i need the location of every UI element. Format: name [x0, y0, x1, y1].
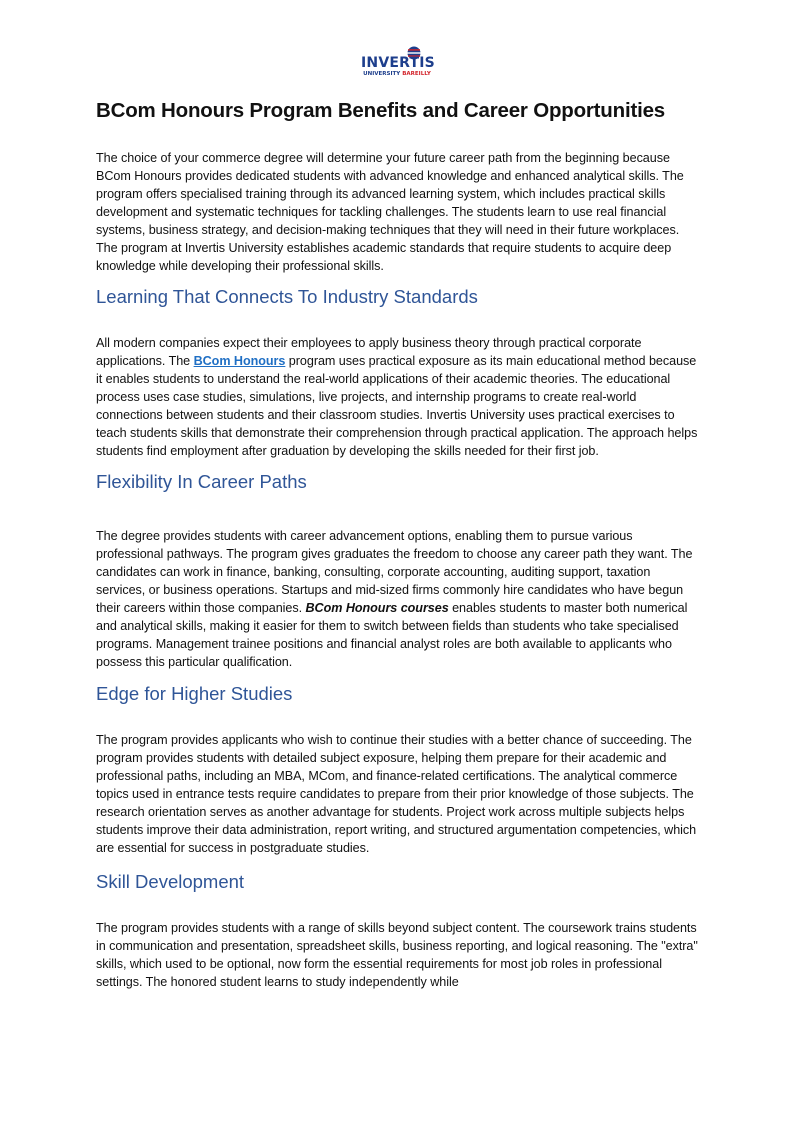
logo-wordmark: INVERTIS: [361, 55, 435, 71]
section-paragraph-skill-development: The program provides students with a range of skills beyond subject content. The coursework trains students in communication and presentation, spreadsheet skills, business reporting, and logical reasoning. The "extra" skills, which used to be optional, now form the essential requirements for most job roles in professional settings. The honored student learns to study independently while: [96, 921, 698, 989]
section-paragraph-flexibility: [96, 527, 700, 671]
logo-subtitle: [357, 71, 437, 78]
section-paragraph-higher-studies: The program provides applicants who wish to continue their studies with a better chance of succeeding. The program provides students with detailed subject exposure, helping them prepare for their academic and professional paths, including an MBA, MCom, and finance-related certifications. The analytical commerce topics used in entrance tests require candidates to prepare from their prior knowledge of those subjects. The research orientation serves as another advantage for students. Project work across multiple subjects helps students improve their data administration, report writing, and structured argumentation competencies, which are essential for success in postgraduate studies.: [96, 733, 697, 855]
section-heading-higher-studies: Edge for Higher Studies: [96, 683, 293, 704]
paragraph-text: The degree provides students with career advancement options, enabling them to pursue various professional pathways. The program gives graduates the freedom to choose any career path they want. The candidates can work in finance, banking, consulting, corporate accounting, auditing support, taxation services, or business operations. Startups and mid-sized firms commonly hire candidates who have begun their careers within those companies.: [96, 529, 693, 615]
section-heading-industry: Learning That Connects To Industry Standards: [96, 286, 478, 307]
document-body: [96, 96, 700, 991]
bcom-honours-link[interactable]: BCom Honours: [193, 354, 286, 368]
section-heading-flexibility: Flexibility In Career Paths: [96, 471, 307, 492]
paragraph-text: program uses practical exposure as its main educational method because it enables students to understand the real-world applications of their academic theories. The educational process uses case studies, simulations, live projects, and internship programs to create real-world connections between students and their classroom studies. Invertis University uses practical exercises to teach students skills that demonstrate their comprehension through practical application. The approach helps students find employment after graduation by developing the skills needed for their first job.: [96, 354, 698, 458]
bcom-honours-courses-emphasis: BCom Honours courses: [305, 601, 449, 615]
paragraph-text: enables students to master both numerical and analytical skills, making it easier for them to switch between fields than students who take specialised programs. Management trainee positions and financial analyst roles are both available to applicants who possess this particular qualification.: [96, 601, 688, 669]
page-title: BCom Honours Program Benefits and Career Opportunities: [96, 99, 665, 122]
section-paragraph-industry: [96, 334, 700, 460]
intro-paragraph: The choice of your commerce degree will determine your future career path from the beginning because BCom Honours provides dedicated students with advanced knowledge and enhanced analytical skills. The program offers specialised training through its advanced learning system, which includes practical skills development and systematic techniques for tackling challenges. The students learn to use real financial systems, business strategy, and decision-making techniques that they will need in their future workplaces. The program at Invertis University establishes academic standards that require students to acquire deep knowledge while developing their professional skills.: [96, 151, 684, 273]
paragraph-text: All modern companies expect their employees to apply business theory through practical corporate applications. The: [96, 336, 642, 368]
university-logo: [0, 46, 794, 87]
logo-sub-city: BAREILLY: [402, 71, 431, 77]
logo-sub-university: UNIVERSITY: [363, 71, 401, 77]
section-heading-skill-development: Skill Development: [96, 871, 245, 892]
